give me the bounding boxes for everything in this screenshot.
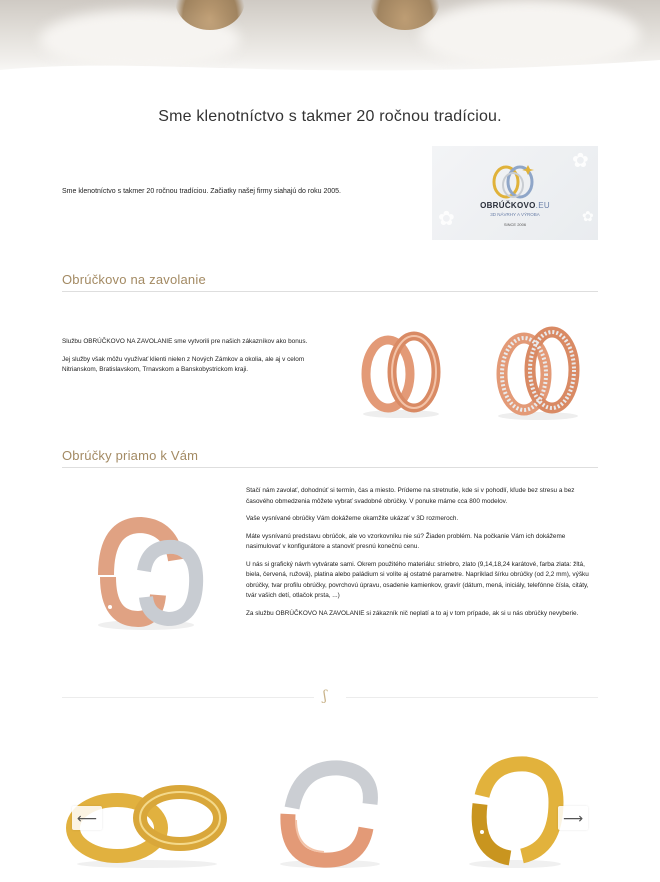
- product-image-rose-silver-rings: [86, 515, 206, 630]
- paragraph: Stačí nám zavolať, dohodnúť si termín, čas a miesto. Prídeme na stretnutie, kde si v pohodlí, kľude bez stresu a bez časového obmedzenia môžete vybrať svadobné obrúčky. V ponuke máme cca 800 modelov.: [246, 487, 575, 505]
- product-image-stone-rings: [490, 320, 586, 420]
- arrow-right-icon: ⟶: [562, 809, 584, 826]
- intro-text: Sme klenotníctvo s takmer 20 ročnou tradíciou. Začiatky našej firmy siahajú do roku 2005.: [62, 188, 341, 195]
- divider-line: [346, 697, 598, 698]
- divider-line: [62, 697, 314, 698]
- section-heading-zavolanie: Obrúčkovo na zavolanie: [62, 272, 206, 287]
- rings-logo-icon: [432, 146, 598, 206]
- paragraph: Máte vysnívanú predstavu obrúčok, ale vo vzorkovníku nie sú? Žiaden problém. Na počkanie Vám ich dokážeme nasimulovať v konfigurátore a stanoviť presnú konečnú cenu.: [246, 532, 566, 550]
- product-image-rose-rings: [356, 322, 446, 418]
- section-divider: [62, 291, 598, 292]
- carousel-next-button[interactable]: [558, 806, 588, 830]
- paragraph: U nás si grafický návrh vytvárate sami. Okrem použitého materiálu: striebro, zlato (9,14,18,24 karátové, farba zlata: žltá, biela, červená, ružová), platina alebo paládium si volíte aj ostatné parametre. Napríklad šírku obrúčky (od 2,2 mm), výšku obrúčky, tvar profilu obrúčky, povrchovú úpravu, osadenie kamienkov, gravír (dátum, mená, iniciály, telefónne čísla, citáty, tvár vašich detí, otlačok prsta, ...): [246, 560, 589, 599]
- paragraph: Vaše vysnívané obrúčky Vám dokážeme okamžite ukázať v 3D rozmeroch.: [246, 515, 459, 522]
- paragraph: Službu OBRÚČKOVO NA ZAVOLANIE sme vytvorili pre našich zákazníkov ako bonus.: [62, 338, 308, 345]
- logo-subtitle: 3D NÁVRHY A VÝROBA: [490, 212, 540, 217]
- carousel-prev-button[interactable]: [72, 806, 102, 830]
- ornament-icon: ʃ: [323, 688, 327, 704]
- zavolanie-text: [62, 337, 332, 383]
- flower-icon: ✿: [582, 208, 594, 224]
- logo-since: SINCE 2006: [503, 222, 527, 227]
- brand-logo: [432, 146, 598, 240]
- carousel-item-gold-twist-rings[interactable]: [460, 756, 570, 868]
- hero-image: [0, 0, 660, 80]
- flower-icon: ✿: [572, 150, 589, 172]
- page-title: Sme klenotníctvo s takmer 20 ročnou tradíciou.: [158, 108, 502, 125]
- paragraph: Za službu OBRÚČKOVO NA ZAVOLANIE si zákazník nič neplatí a to aj v tom prípade, ak si u nás obrúčky nevyberie.: [246, 609, 579, 617]
- arrow-left-icon: ⟵: [76, 809, 98, 826]
- priamo-text: [246, 486, 596, 626]
- logo-brand-text: OBRÚČKOVO.EU: [480, 201, 550, 210]
- section-heading-priamo: Obrúčky priamo k Vám: [62, 448, 199, 463]
- section-divider: [62, 467, 598, 468]
- carousel-item-silver-rose-rings[interactable]: [270, 758, 390, 868]
- paragraph: Jej služby však môžu využívať klienti nielen z Nových Zámkov a okolia, ale aj v celom Nitrianskom, Bratislavskom, Trnavskom a Banskobystrickom kraji.: [62, 355, 305, 373]
- flower-icon: ✿: [438, 208, 455, 230]
